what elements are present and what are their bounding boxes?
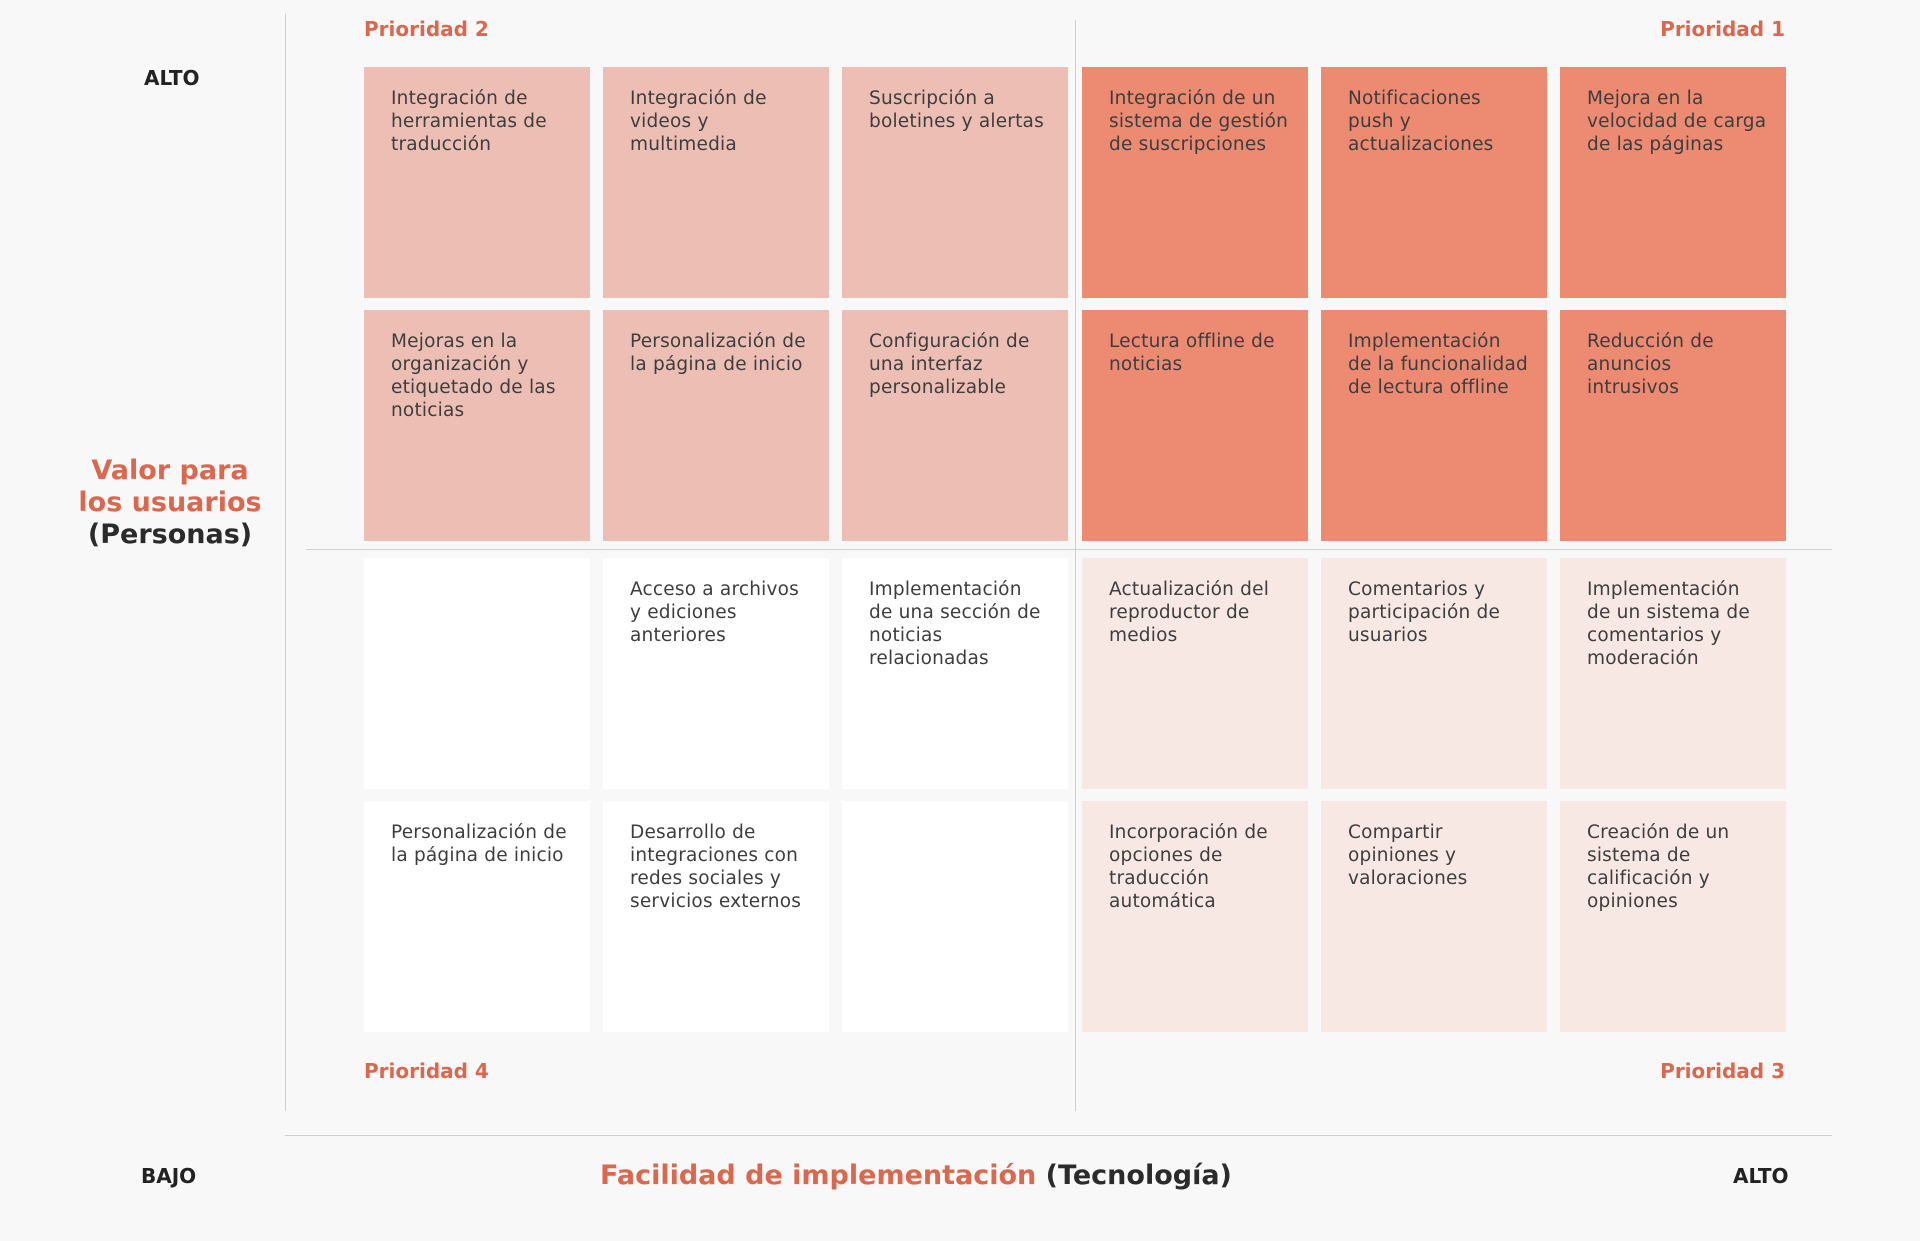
card-r3-c1 <box>364 558 590 789</box>
x-axis-title-rest: (Tecnología) <box>1036 1160 1232 1191</box>
card-r2-c1: Mejoras en la organización y etiquetado de las noticias <box>364 310 590 541</box>
card-r2-c6: Reducción de anuncios intrusivos <box>1560 310 1786 541</box>
card-r3-c6: Implementación de un sistema de comentarios y moderación <box>1560 558 1786 789</box>
card-r4-c4: Incorporación de opciones de traducción automática <box>1082 801 1308 1032</box>
x-axis-title <box>600 1160 1250 1191</box>
card-r1-c1: Integración de herramientas de traducción <box>364 67 590 298</box>
x-axis-low-label: BAJO <box>141 1164 197 1188</box>
quadrant-vertical-divider <box>1075 20 1076 1111</box>
x-axis-high-label: ALTO <box>1733 1164 1789 1188</box>
card-r2-c2: Personalización de la página de inicio <box>603 310 829 541</box>
card-r4-c3 <box>842 801 1068 1032</box>
x-axis-title-accent: Facilidad de implementación <box>600 1160 1037 1191</box>
card-r4-c1: Personalización de la página de inicio <box>364 801 590 1032</box>
card-r1-c6: Mejora en la velocidad de carga de las páginas <box>1560 67 1786 298</box>
priority-4-label: Prioridad 4 <box>364 1059 489 1083</box>
card-r2-c5: Implementación de la funcionalidad de lectura offline <box>1321 310 1547 541</box>
y-axis-title <box>60 455 280 551</box>
y-axis-line <box>285 14 286 1111</box>
y-axis-title-line3: (Personas) <box>87 519 253 550</box>
card-r4-c2: Desarrollo de integraciones con redes sociales y servicios externos <box>603 801 829 1032</box>
x-axis-line <box>285 1135 1832 1136</box>
y-axis-title-line2: los usuarios <box>78 487 262 518</box>
card-r1-c2: Integración de videos y multimedia <box>603 67 829 298</box>
card-r1-c4: Integración de un sistema de gestión de suscripciones <box>1082 67 1308 298</box>
priority-2-label: Prioridad 2 <box>364 17 489 41</box>
card-r3-c4: Actualización del reproductor de medios <box>1082 558 1308 789</box>
y-axis-high-label: ALTO <box>144 66 200 90</box>
card-r3-c2: Acceso a archivos y ediciones anteriores <box>603 558 829 789</box>
card-r1-c3: Suscripción a boletines y alertas <box>842 67 1068 298</box>
card-r3-c5: Comentarios y participación de usuarios <box>1321 558 1547 789</box>
priority-3-label: Prioridad 3 <box>1660 1059 1785 1083</box>
quadrant-horizontal-divider <box>306 549 1832 550</box>
card-r4-c6: Creación de un sistema de calificación y opiniones <box>1560 801 1786 1032</box>
card-r3-c3: Implementación de una sección de noticias relacionadas <box>842 558 1068 789</box>
priority-1-label: Prioridad 1 <box>1660 17 1785 41</box>
card-r4-c5: Compartir opiniones y valoraciones <box>1321 801 1547 1032</box>
card-r2-c4: Lectura offline de noticias <box>1082 310 1308 541</box>
card-r1-c5: Notificaciones push y actualizaciones <box>1321 67 1547 298</box>
y-axis-title-line1: Valor para <box>91 455 249 486</box>
card-r2-c3: Configuración de una interfaz personalizable <box>842 310 1068 541</box>
